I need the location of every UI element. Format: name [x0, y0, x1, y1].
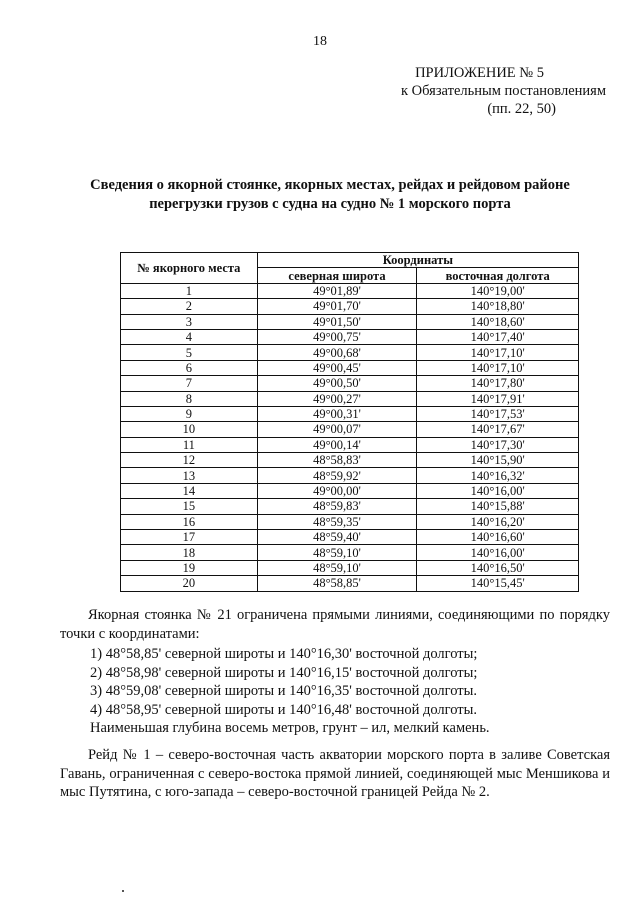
cell-anchor-number: 16: [121, 514, 258, 529]
list-item: 2) 48°58,98' северной широты и 140°16,15' восточной долготы;: [90, 664, 478, 681]
cell-longitude: 140°18,60': [417, 314, 579, 329]
cell-anchor-number: 3: [121, 314, 258, 329]
cell-latitude: 48°58,83': [257, 453, 417, 468]
header-coordinates: Координаты: [257, 253, 578, 268]
cell-longitude: 140°16,60': [417, 530, 579, 545]
list-item: Наименьшая глубина восемь метров, грунт – ил, мелкий камень.: [90, 720, 490, 736]
cell-anchor-number: 8: [121, 391, 258, 406]
cell-latitude: 48°59,10': [257, 545, 417, 560]
table-row: [121, 376, 579, 391]
appendix-reference: (пп. 22, 50): [487, 101, 556, 117]
table-row: [121, 283, 579, 298]
document-heading: [60, 176, 600, 214]
cell-anchor-number: 7: [121, 376, 258, 391]
table-row: [121, 514, 579, 529]
table-row: [121, 499, 579, 514]
appendix-subtitle: к Обязательным постановлениям: [401, 83, 606, 99]
cell-longitude: 140°17,53': [417, 406, 579, 421]
table-row: [121, 391, 579, 406]
cell-longitude: 140°17,67': [417, 422, 579, 437]
cell-anchor-number: 4: [121, 329, 258, 344]
points-list: [90, 645, 490, 738]
cell-longitude: 140°19,00': [417, 283, 579, 298]
list-item: 3) 48°59,08' северной широты и 140°16,35' восточной долготы.: [90, 683, 478, 699]
cell-longitude: 140°16,00': [417, 483, 579, 498]
cell-latitude: 48°58,85': [257, 576, 417, 591]
cell-latitude: 49°00,14': [257, 437, 417, 452]
cell-anchor-number: 2: [121, 299, 258, 314]
cell-longitude: 140°15,45': [417, 576, 579, 591]
cell-anchor-number: 6: [121, 360, 258, 375]
cell-longitude: 140°17,91': [417, 391, 579, 406]
cell-latitude: 49°01,89': [257, 283, 417, 298]
paragraph-anchorage-21-text: Якорная стоянка № 21 ограничена прямыми линиями, соединяющими по порядку точки с координатами:: [60, 607, 610, 642]
cell-longitude: 140°16,20': [417, 514, 579, 529]
page-number: 18: [313, 34, 327, 49]
cell-anchor-number: 14: [121, 483, 258, 498]
cell-latitude: 49°00,07': [257, 422, 417, 437]
heading-line-2: перегрузки грузов с судна на судно № 1 морского порта: [149, 196, 511, 212]
table-row: [121, 468, 579, 483]
table-row: [121, 560, 579, 575]
cell-anchor-number: 13: [121, 468, 258, 483]
paragraph-roadstead-1-text: Рейд № 1 – северо-восточная часть акватории морского порта в заливе Советская Гавань, ограниченная с северо-востока прямой линией, соединяющей мыс Меншикова и мыс Путятина, с юго-запада – северо-восточной границей Рейда № 2.: [60, 747, 610, 800]
table-row: [121, 576, 579, 591]
cell-longitude: 140°18,80': [417, 299, 579, 314]
cell-longitude: 140°16,50': [417, 560, 579, 575]
cell-anchor-number: 15: [121, 499, 258, 514]
paragraph-roadstead-1: [60, 746, 610, 802]
cell-latitude: 48°59,40': [257, 530, 417, 545]
cell-latitude: 49°01,50': [257, 314, 417, 329]
header-latitude: северная широта: [257, 268, 417, 283]
header-longitude: восточная долгота: [417, 268, 579, 283]
table-row: [121, 530, 579, 545]
cell-latitude: 48°59,10': [257, 560, 417, 575]
cell-latitude: 49°00,68': [257, 345, 417, 360]
cell-anchor-number: 1: [121, 283, 258, 298]
cell-longitude: 140°16,00': [417, 545, 579, 560]
cell-anchor-number: 20: [121, 576, 258, 591]
cell-latitude: 49°00,50': [257, 376, 417, 391]
table-row: [121, 437, 579, 452]
list-item: 4) 48°58,95' северной широты и 140°16,48' восточной долготы.: [90, 701, 478, 718]
cell-latitude: 49°01,70': [257, 299, 417, 314]
cell-anchor-number: 18: [121, 545, 258, 560]
heading-line-1: Сведения о якорной стоянке, якорных местах, рейдах и рейдовом районе: [90, 177, 570, 193]
cell-latitude: 49°00,75': [257, 329, 417, 344]
scan-mark: [122, 890, 124, 892]
coordinates-table: [120, 252, 579, 592]
list-item: 1) 48°58,85' северной широты и 140°16,30' восточной долготы;: [90, 646, 478, 662]
table-body: [121, 283, 579, 591]
table-row: [121, 345, 579, 360]
table-row: [121, 299, 579, 314]
cell-latitude: 48°59,35': [257, 514, 417, 529]
cell-anchor-number: 9: [121, 406, 258, 421]
table-row: [121, 360, 579, 375]
paragraph-anchorage-21: [60, 606, 610, 643]
cell-latitude: 49°00,31': [257, 406, 417, 421]
cell-latitude: 48°59,83': [257, 499, 417, 514]
cell-anchor-number: 11: [121, 437, 258, 452]
cell-longitude: 140°16,32': [417, 468, 579, 483]
cell-longitude: 140°17,10': [417, 345, 579, 360]
header-anchor-number: № якорного места: [121, 253, 258, 284]
table-row: [121, 453, 579, 468]
cell-anchor-number: 17: [121, 530, 258, 545]
table-row: [121, 406, 579, 421]
cell-anchor-number: 12: [121, 453, 258, 468]
cell-longitude: 140°17,30': [417, 437, 579, 452]
cell-longitude: 140°17,10': [417, 360, 579, 375]
cell-latitude: 49°00,45': [257, 360, 417, 375]
cell-anchor-number: 19: [121, 560, 258, 575]
appendix-block: [336, 64, 606, 118]
cell-latitude: 49°00,00': [257, 483, 417, 498]
table-row: [121, 545, 579, 560]
table-row: [121, 483, 579, 498]
cell-longitude: 140°17,80': [417, 376, 579, 391]
appendix-title: ПРИЛОЖЕНИЕ № 5: [415, 65, 544, 81]
cell-longitude: 140°15,88': [417, 499, 579, 514]
cell-latitude: 49°00,27': [257, 391, 417, 406]
table-row: [121, 314, 579, 329]
cell-latitude: 48°59,92': [257, 468, 417, 483]
cell-longitude: 140°17,40': [417, 329, 579, 344]
cell-anchor-number: 10: [121, 422, 258, 437]
table-row: [121, 329, 579, 344]
cell-anchor-number: 5: [121, 345, 258, 360]
table-row: [121, 422, 579, 437]
cell-longitude: 140°15,90': [417, 453, 579, 468]
